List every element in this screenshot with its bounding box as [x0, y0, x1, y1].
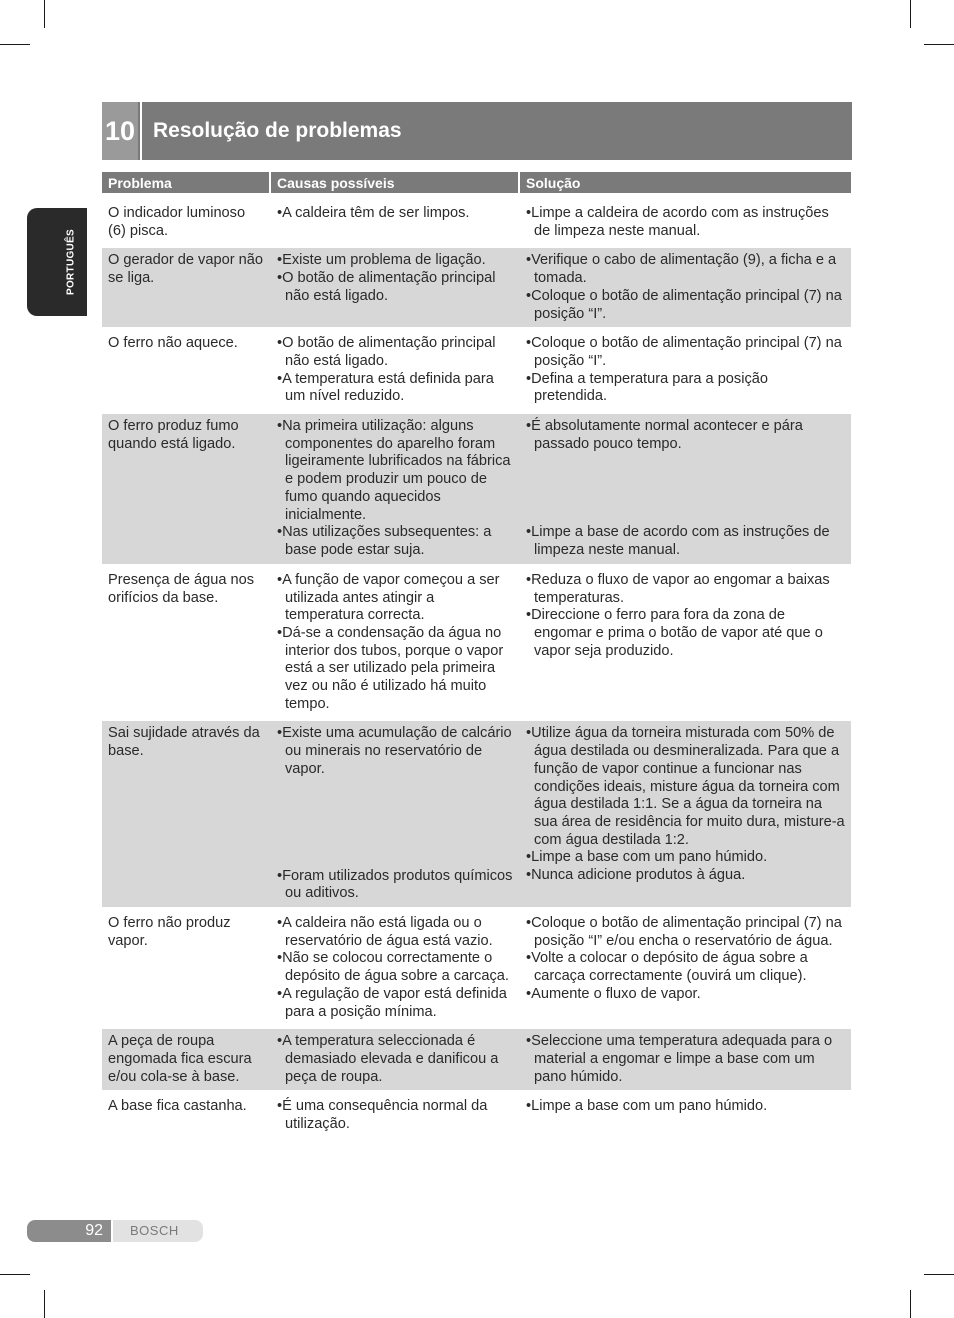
- solutions-cell: [520, 331, 851, 410]
- cause-item: •Nas utilizações subsequentes: a base pode estar suja.: [277, 524, 492, 558]
- brand-label: BOSCH: [113, 1220, 203, 1242]
- solution-item: •Verifique o cabo de alimentação (9), a ficha e a tomada.: [526, 252, 837, 287]
- page-number: 92: [27, 1220, 111, 1242]
- section-title: Resolução de problemas: [153, 119, 402, 142]
- solution-item: •Direccione o ferro para fora da zona de engomar e prima o botão de vapor até que o vapor seja produzido.: [526, 607, 823, 659]
- cause-item: •Existe uma acumulação de calcário ou minerais no reservatório de vapor.: [277, 725, 512, 777]
- solution-item: •Limpe a base com um pano húmido.: [526, 1098, 768, 1115]
- problem-cell: O ferro produz fumo quando está ligado.: [102, 414, 271, 564]
- solutions-cell: [520, 1029, 851, 1090]
- crop-mark: [910, 1290, 911, 1318]
- table-row: [102, 911, 851, 1025]
- spacer: [526, 453, 845, 524]
- solutions-cell: [520, 568, 851, 718]
- solution-item: •Reduza o fluxo de vapor ao engomar a baixas temperaturas.: [526, 571, 830, 606]
- header-divider: [140, 102, 142, 160]
- crop-mark: [924, 1274, 954, 1275]
- table-row: [102, 248, 851, 327]
- solution-item: •Coloque o botão de alimentação principal (7) na posição “I” e/ou encha o reservatório de água.: [526, 914, 842, 949]
- problem-cell: Presença de água nos orifícios da base.: [108, 571, 255, 606]
- language-tab-label: PORTUGUÊS: [65, 228, 77, 296]
- cause-item: •A temperatura está definida para um nível reduzido.: [277, 370, 494, 405]
- crop-mark: [0, 44, 30, 45]
- solution-item: •Utilize água da torneira misturada com 50% de água destilada ou desmineralizada. Para que a função de vapor continue a funcionar nas condições ideais, misture água da torneira com água destilada 1:1. Se a água da torneira na sua área de residência for muito dura, misture-a com água destilada 1:2.: [526, 725, 845, 848]
- cause-item: •A função de vapor começou a ser utilizada antes atingir a temperatura correcta.: [277, 571, 500, 624]
- cause-item: •A caldeira têm de ser limpos.: [277, 205, 470, 221]
- solution-item: •Aumente o fluxo de vapor.: [526, 985, 701, 1002]
- cause-item: •Não se colocou correctamente o depósito de água sobre a carcaça.: [277, 950, 509, 985]
- solutions-cell: [520, 197, 851, 244]
- crop-mark: [924, 44, 954, 45]
- crop-mark: [910, 0, 911, 28]
- problem-cell: O ferro não aquece.: [108, 335, 238, 352]
- cause-item: •Foram utilizados produtos químicos ou aditivos.: [277, 867, 513, 902]
- table-row: [102, 568, 851, 718]
- problem-cell: O indicador luminoso (6) pisca.: [108, 205, 246, 239]
- table-row: [102, 1094, 851, 1137]
- spacer: [277, 779, 514, 868]
- cause-item: •É uma consequência normal da utilização.: [277, 1098, 488, 1133]
- solution-item: •Limpe a base com um pano húmido.: [526, 849, 768, 866]
- table-row: [102, 1029, 851, 1090]
- table-row: [102, 721, 851, 907]
- section-header: [102, 102, 852, 160]
- causes-cell: [271, 1029, 520, 1090]
- cause-item: •A regulação de vapor está definida para a posição mínima.: [277, 985, 507, 1020]
- solution-item: •Coloque o botão de alimentação principal (7) na posição “I”.: [526, 287, 842, 322]
- problem-cell: Sai sujidade através da base.: [102, 721, 271, 907]
- table-header-row: [102, 172, 851, 193]
- table-row: [102, 331, 851, 410]
- header-solution: Solução: [520, 172, 851, 193]
- cause-item: •Dá-se a condensação da água no interior dos tubos, porque o vapor está a ser utilizado pela primeira vez ou não é utilizado há muito tempo.: [277, 624, 504, 712]
- causes-cell: [271, 911, 520, 1025]
- solution-item: •Coloque o botão de alimentação principal (7) na posição “I”.: [526, 335, 842, 369]
- causes-cell: [271, 331, 520, 410]
- causes-cell: [271, 197, 520, 244]
- solutions-cell: [520, 721, 851, 907]
- crop-mark: [44, 1290, 45, 1318]
- solution-item: •Seleccione uma temperatura adequada para o material a engomar e limpe a base com um pano húmido.: [526, 1033, 833, 1085]
- solutions-cell: [520, 248, 851, 327]
- problem-cell: A base fica castanha.: [108, 1098, 247, 1115]
- causes-cell: [271, 568, 520, 718]
- cause-item: •A temperatura seleccionada é demasiado elevada e danificou a peça de roupa.: [277, 1033, 499, 1085]
- causes-cell: [271, 248, 520, 327]
- crop-mark: [44, 0, 45, 28]
- cause-item: •O botão de alimentação principal não está ligado.: [277, 335, 496, 369]
- solutions-cell: [520, 414, 851, 564]
- section-number: 10: [102, 102, 138, 160]
- problem-cell: O ferro não produz vapor.: [108, 914, 231, 949]
- problem-cell: A peça de roupa engomada fica escura e/ou cola-se à base.: [102, 1029, 271, 1090]
- cause-item: •Na primeira utilização: alguns componentes do aparelho foram ligeiramente lubrificados na fábrica e podem produzir um pouco de fumo quando aquecidos inicialmente.: [277, 418, 511, 523]
- solution-item: •Limpe a base de acordo com as instruções de limpeza neste manual.: [526, 524, 830, 559]
- solution-item: •Nunca adicione produtos à água.: [526, 867, 746, 884]
- crop-mark: [0, 1274, 30, 1275]
- cause-item: •Existe um problema de ligação.: [277, 252, 486, 269]
- header-problem: Problema: [102, 172, 271, 193]
- table-row: [102, 414, 851, 564]
- problem-cell: O gerador de vapor não se liga.: [102, 248, 271, 327]
- solution-item: •Limpe a caldeira de acordo com as instruções de limpeza neste manual.: [526, 205, 829, 239]
- solution-item: •Defina a temperatura para a posição pretendida.: [526, 370, 768, 405]
- solution-item: •É absolutamente normal acontecer e pára passado pouco tempo.: [526, 418, 803, 452]
- table-row: [102, 197, 851, 244]
- solutions-cell: [520, 1094, 851, 1137]
- causes-cell: [271, 414, 520, 564]
- solution-item: •Volte a colocar o depósito de água sobre a carcaça correctamente (ouvirá um clique).: [526, 950, 808, 985]
- cause-item: •A caldeira não está ligada ou o reservatório de água está vazio.: [277, 914, 493, 949]
- troubleshooting-table: [102, 172, 851, 1138]
- causes-cell: [271, 1094, 520, 1137]
- solutions-cell: [520, 911, 851, 1025]
- header-causes: Causas possíveis: [271, 172, 520, 193]
- causes-cell: [271, 721, 520, 907]
- language-tab: [27, 208, 87, 316]
- cause-item: •O botão de alimentação principal não está ligado.: [277, 270, 496, 304]
